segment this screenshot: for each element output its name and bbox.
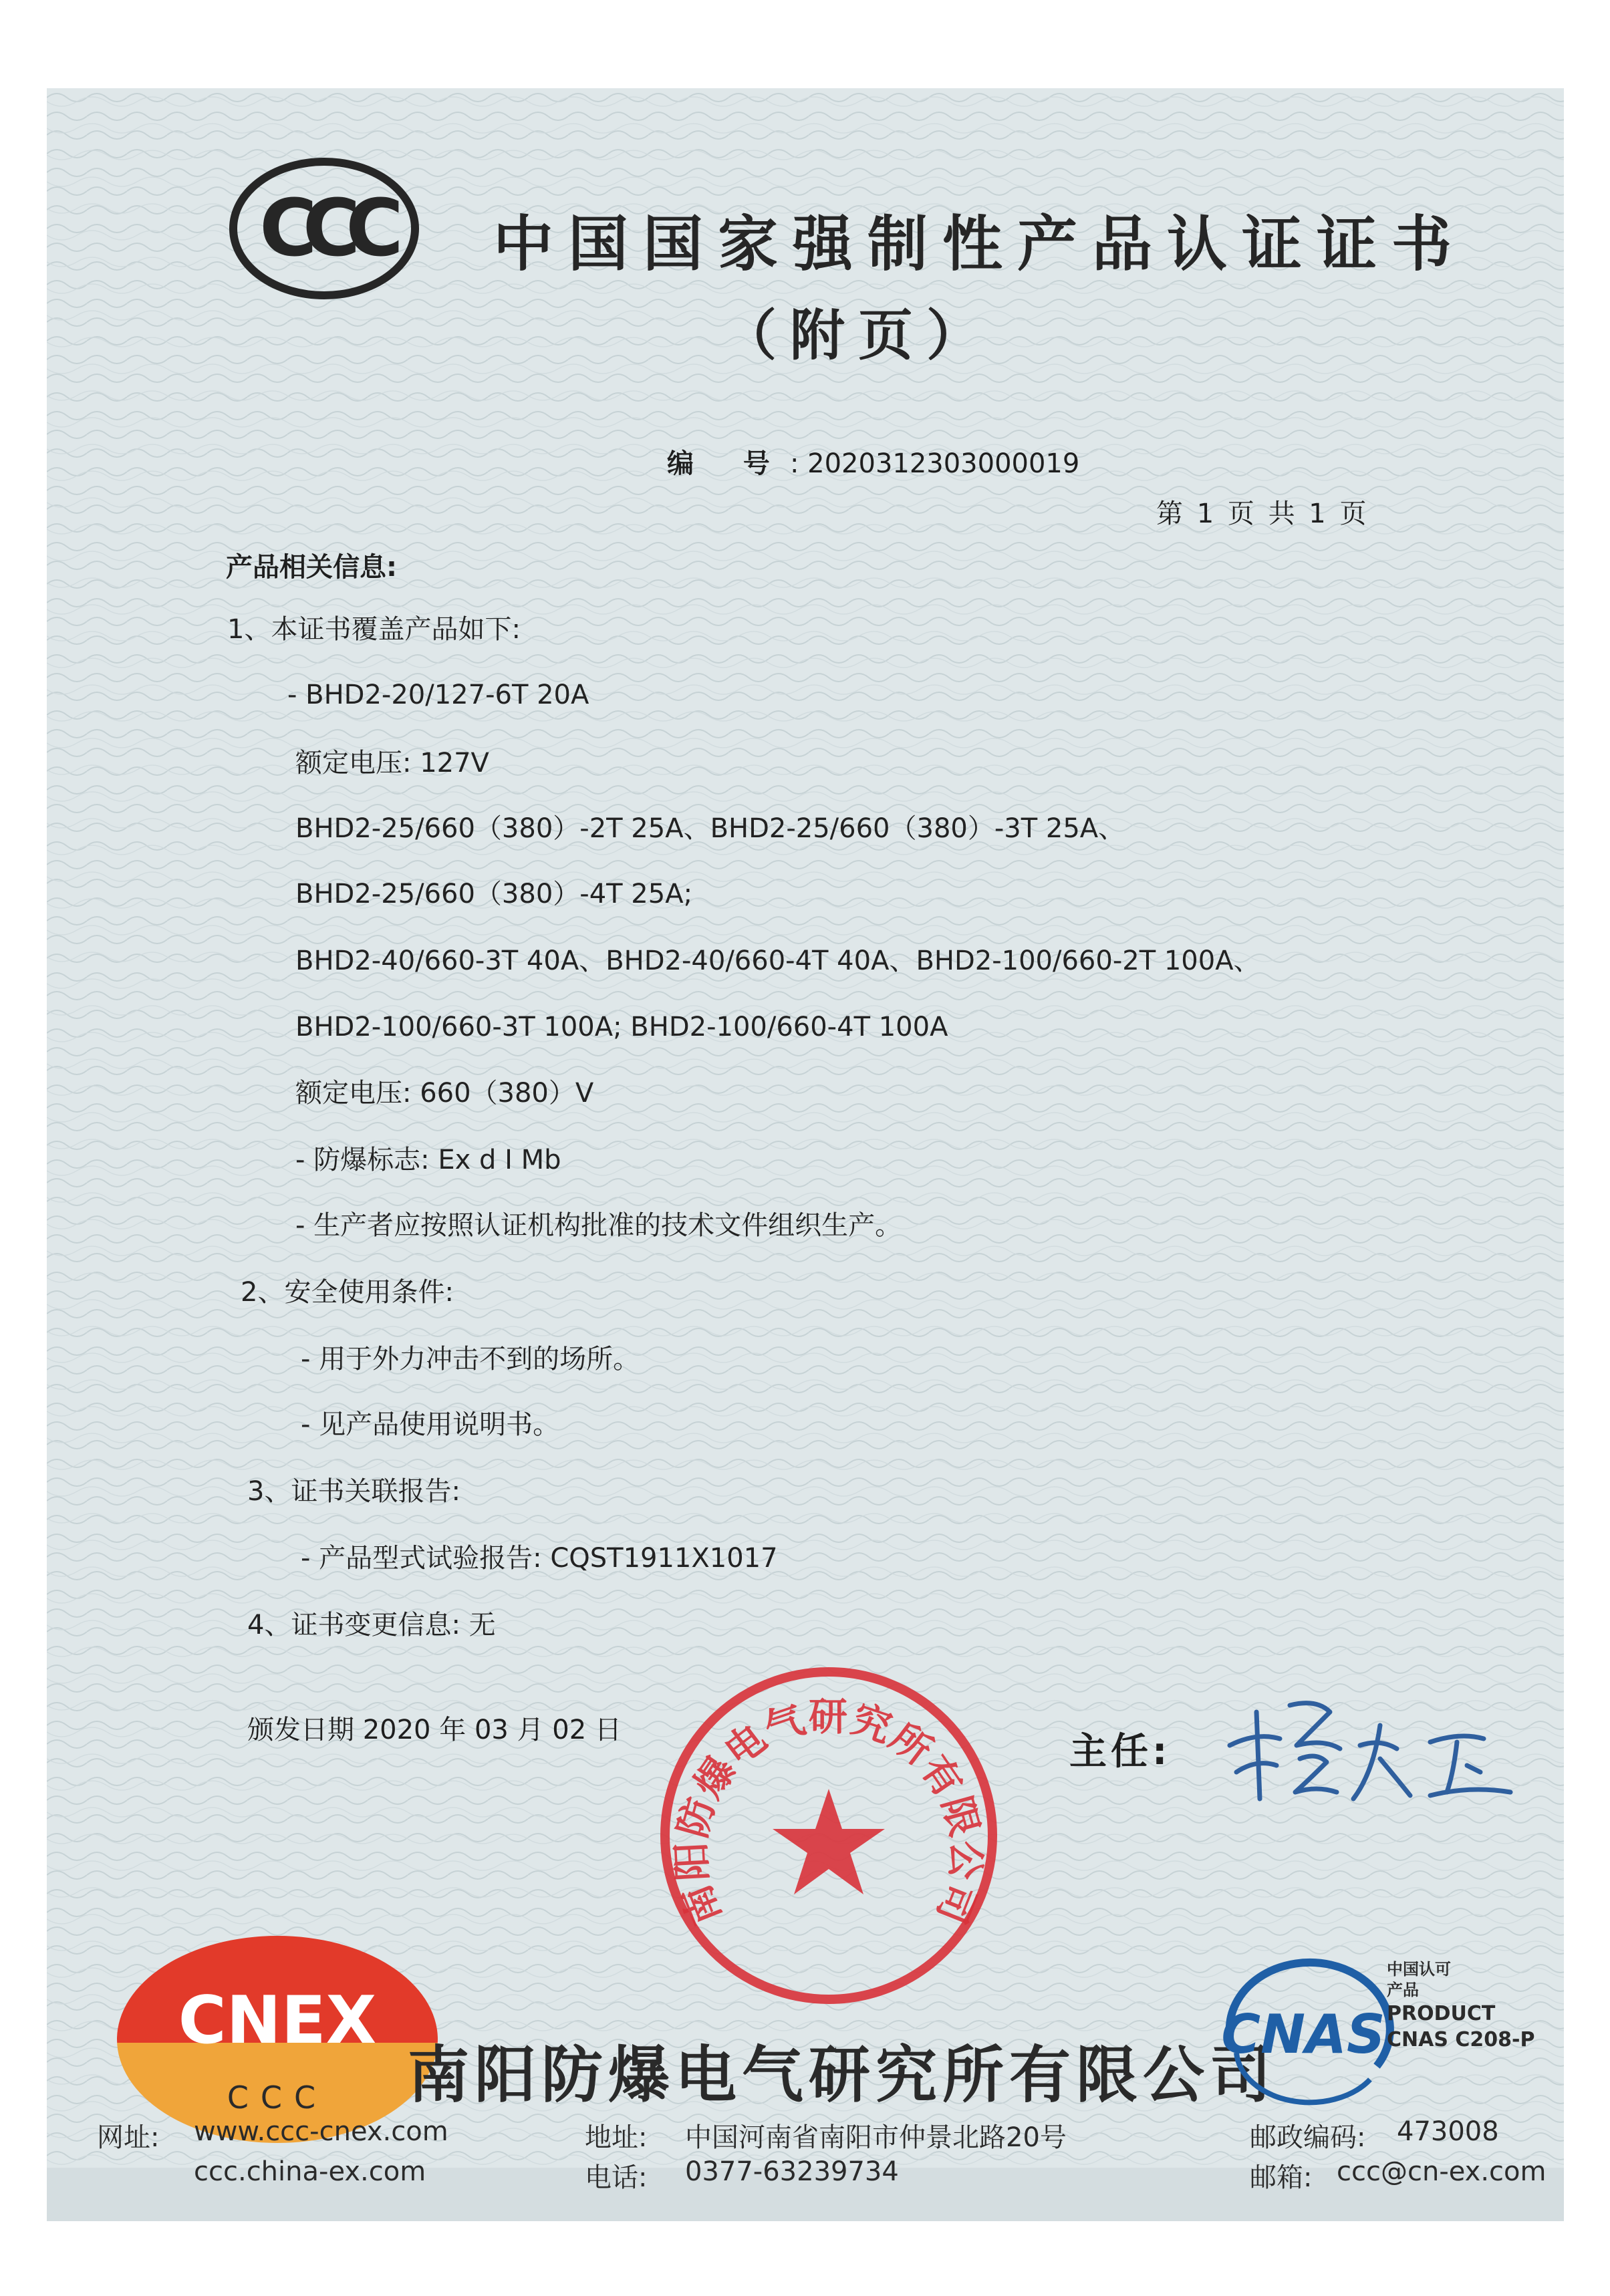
body-line: BHD2-40/660-3T 40A、BHD2-40/660-4T 40A、BHD2-100/660-2T 100A、	[295, 946, 1260, 976]
body-line: 3、证书关联报告:	[247, 1476, 460, 1507]
seal-text: 南阳防爆电气研究所有限公司	[668, 1694, 990, 1932]
body-line: 1、本证书覆盖产品如下:	[227, 614, 521, 645]
body-line: - 防爆标志: Ex d I Mb	[295, 1145, 561, 1175]
cnas-caption-line: PRODUCT	[1387, 2002, 1496, 2026]
footer-web-label: 网址:	[97, 2122, 160, 2153]
body-line: 2、安全使用条件:	[241, 1277, 454, 1308]
footer-address-label: 地址:	[585, 2122, 648, 2153]
body-line: BHD2-100/660-3T 100A; BHD2-100/660-4T 100A	[295, 1012, 948, 1042]
certificate-sheet	[47, 88, 1564, 2221]
body-line: - BHD2-20/127-6T 20A	[287, 680, 589, 710]
footer-web-1[interactable]: www.ccc-cnex.com	[194, 2116, 448, 2147]
footer-tel-label: 电话:	[585, 2162, 648, 2193]
ccc-logo-text: CCC	[259, 182, 389, 274]
page-info: 第 1 页 共 1 页	[1156, 498, 1369, 529]
certificate-number-label: 编 号	[667, 448, 790, 479]
footer-web-2[interactable]: ccc.china-ex.com	[194, 2156, 426, 2187]
cnas-caption-line: CNAS C208-P	[1387, 2028, 1535, 2052]
cnex-logo-subtext: CCC	[227, 2079, 328, 2116]
body-line: BHD2-25/660（380）-2T 25A、BHD2-25/660（380）-3T 25A、	[295, 813, 1125, 844]
footer-address: 中国河南省南阳市仲景北路20号	[685, 2122, 1067, 2153]
cnas-caption-line: 产品	[1387, 1981, 1419, 2000]
director-signature	[1216, 1685, 1524, 1819]
body-line: - 见产品使用说明书。	[301, 1409, 560, 1440]
body-line: - 生产者应按照认证机构批准的技术文件组织生产。	[295, 1210, 902, 1241]
body-line: 4、证书变更信息: 无	[247, 1610, 496, 1640]
footer-tel: 0377-63239734	[685, 2156, 899, 2187]
footer-mail-label: 邮箱:	[1250, 2162, 1313, 2193]
ccc-logo	[227, 155, 421, 302]
certificate-number-value: 2020312303000019	[807, 448, 1080, 479]
company-name: 南阳防爆电气研究所有限公司	[408, 2039, 1277, 2111]
cnex-logo-text: CNEX	[178, 1983, 377, 2059]
issue-date: 颁发日期 2020 年 03 月 02 日	[247, 1715, 622, 1745]
official-seal	[655, 1662, 1002, 2009]
director-label: 主任:	[1069, 1730, 1172, 1773]
footer-postcode: 473008	[1397, 2116, 1499, 2147]
body-line: - 用于外力冲击不到的场所。	[301, 1344, 640, 1375]
footer-postcode-label: 邮政编码:	[1250, 2122, 1366, 2153]
certificate-number: 编 号: 2020312303000019	[667, 448, 1080, 479]
product-info-heading: 产品相关信息:	[226, 552, 397, 583]
body-line: 额定电压: 127V	[295, 748, 489, 778]
cnas-caption-line: 中国认可	[1387, 1960, 1451, 1979]
seal-star	[773, 1789, 885, 1894]
body-line: - 产品型式试验报告: CQST1911X1017	[301, 1543, 778, 1574]
footer-mail[interactable]: ccc@cn-ex.com	[1337, 2156, 1547, 2187]
body-line: BHD2-25/660（380）-4T 25A;	[295, 879, 693, 909]
body-line: 额定电压: 660（380）V	[295, 1078, 594, 1109]
cnas-logo-text: CNAS	[1221, 2003, 1385, 2065]
certificate-subtitle: （附页）	[722, 304, 995, 368]
certificate-title: 中国国家强制性产品认证证书	[493, 209, 1466, 279]
cnas-caption	[1387, 1959, 1534, 2053]
